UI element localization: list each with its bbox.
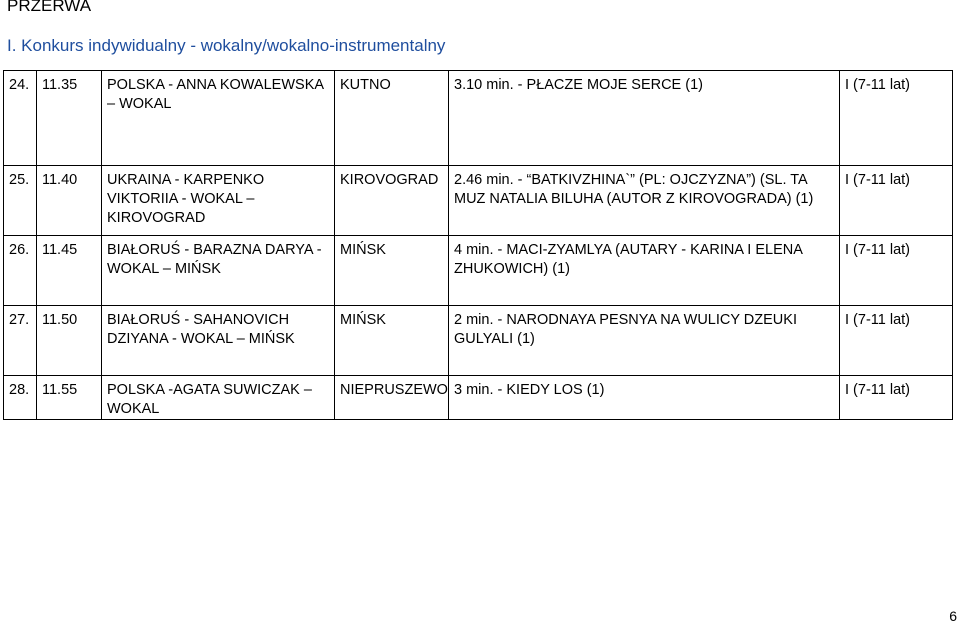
table-row (4, 236, 953, 306)
row-number: 26. (4, 236, 37, 306)
performer-city: NIEPRUSZEWO (335, 376, 449, 420)
table-row (4, 166, 953, 236)
table-row (4, 306, 953, 376)
row-number: 27. (4, 306, 37, 376)
row-time: 11.55 (37, 376, 102, 420)
performer-city: KIROVOGRAD (335, 166, 449, 236)
row-number: 28. (4, 376, 37, 420)
performer-name: BIAŁORUŚ - BARAZNA DARYA - WOKAL – MIŃSK (102, 236, 335, 306)
song-details: 2.46 min. - “BATKIVZHINA`” (PL: OJCZYZNA”) (SL. TA MUZ NATALIA BILUHA (AUTOR Z KIROVOGRADA) (1) (449, 166, 840, 236)
song-details: 3.10 min. - PŁACZE MOJE SERCE (1) (449, 71, 840, 166)
section-title: I. Konkurs indywidualny - wokalny/wokalno-instrumentalny (7, 36, 446, 55)
row-number: 25. (4, 166, 37, 236)
row-time: 11.50 (37, 306, 102, 376)
row-time: 11.35 (37, 71, 102, 166)
performer-name: POLSKA -AGATA SUWICZAK – WOKAL (102, 376, 335, 420)
page-title: PRZERWA (7, 0, 92, 15)
song-details: 3 min. - KIEDY LOS (1) (449, 376, 840, 420)
performer-name: BIAŁORUŚ - SAHANOVICH DZIYANA - WOKAL – MIŃSK (102, 306, 335, 376)
age-category: I (7-11 lat) (840, 376, 953, 420)
performer-name: POLSKA - ANNA KOWALEWSKA – WOKAL (102, 71, 335, 166)
performer-city: MIŃSK (335, 236, 449, 306)
performer-city: MIŃSK (335, 306, 449, 376)
age-category: I (7-11 lat) (840, 166, 953, 236)
schedule-table (3, 70, 953, 420)
page-number: 6 (949, 608, 957, 624)
row-time: 11.45 (37, 236, 102, 306)
age-category: I (7-11 lat) (840, 306, 953, 376)
row-time: 11.40 (37, 166, 102, 236)
performer-city: KUTNO (335, 71, 449, 166)
row-number: 24. (4, 71, 37, 166)
performer-name: UKRAINA - KARPENKO VIKTORIIA - WOKAL – KIROVOGRAD (102, 166, 335, 236)
table-row (4, 376, 953, 420)
table-row (4, 71, 953, 166)
song-details: 4 min. - MACI-ZYAMLYA (AUTARY - KARINA I ELENA ZHUKOWICH) (1) (449, 236, 840, 306)
age-category: I (7-11 lat) (840, 236, 953, 306)
age-category: I (7-11 lat) (840, 71, 953, 166)
song-details: 2 min. - NARODNAYA PESNYA NA WULICY DZEUKI GULYALI (1) (449, 306, 840, 376)
